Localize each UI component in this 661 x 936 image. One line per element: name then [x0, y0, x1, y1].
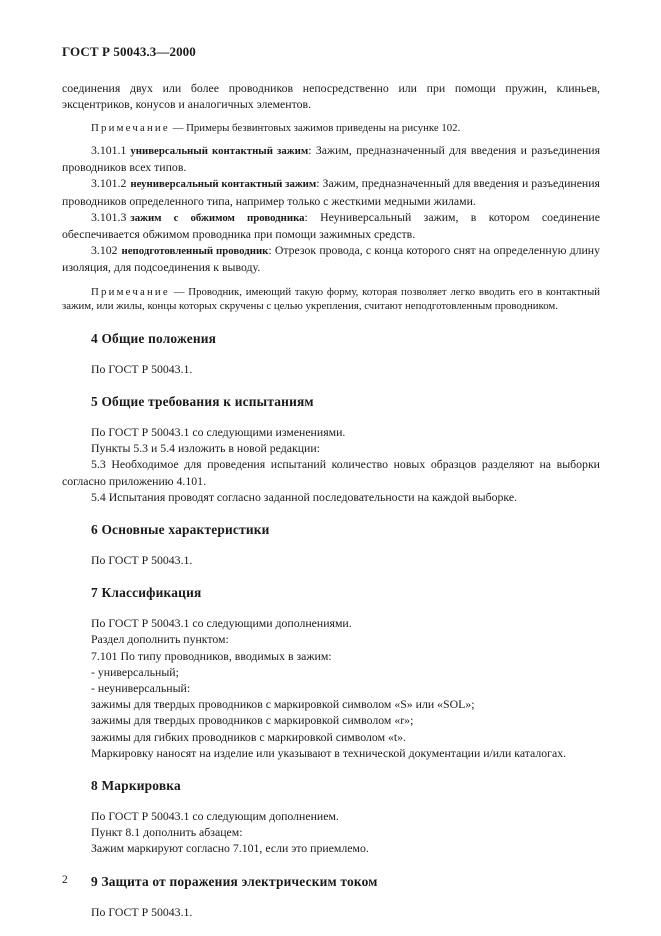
section-7-line: зажимы для твердых проводников с маркировкой символом «r»;	[91, 713, 414, 728]
section-4-title: 4 Общие положения	[91, 330, 217, 346]
section-9-text: По ГОСТ Р 50043.1.	[91, 904, 193, 919]
section-7-list-item: - неуниверсальный:	[91, 681, 191, 696]
definition-text: : Зажим, предназначенный для введения и разъединения проводников всех типов.	[62, 143, 601, 175]
section-5-line: По ГОСТ Р 50043.1 со следующими изменениями.	[91, 425, 346, 440]
page-number: 2	[62, 874, 68, 886]
note-text: — Примеры безвинтовых зажимов приведены на рисунке 102.	[169, 122, 461, 135]
clause-number: 3.101.1	[91, 143, 127, 157]
section-5-line: 5.3 Необходимое для проведения испытаний количество новых образцов разделяют на выборки согласно приложению 4.101.	[62, 457, 600, 488]
definition-3-101-3	[62, 209, 600, 242]
section-6-text: По ГОСТ Р 50043.1.	[91, 553, 193, 568]
note-label: Примечание	[91, 285, 170, 298]
definition-term: универсальный контактный зажим	[130, 145, 309, 157]
note-1	[62, 121, 600, 136]
section-7-title: 7 Классификация	[91, 585, 202, 601]
definition-text: : Зажим, предназначенный для введения и разъединения проводников определенного типа, например только с жесткими медными жилами.	[62, 176, 600, 208]
section-5-title: 5 Общие требования к испытаниям	[91, 394, 314, 410]
section-7-line: Раздел дополнить пунктом:	[91, 632, 229, 647]
clause-number: 3.101.3	[91, 209, 127, 224]
section-5-line: Пункты 5.3 и 5.4 изложить в новой редакции:	[91, 441, 320, 456]
definition-text: : Отрезок провода, с конца которого снят на определенную длину изоляция, для подсоединения к выводу.	[62, 243, 600, 275]
definition-term: неподготовленный проводник	[121, 245, 269, 258]
note-2	[62, 285, 600, 314]
section-9-title: 9 Защита от поражения электрическим током	[91, 873, 378, 889]
note-text: — Проводник, имеющий такую форму, которая позволяет легко вводить его в контактный зажим, или жилы, концы которых скручены с целью укрепления, считают неподготовленным проводником.	[62, 285, 600, 313]
definition-term: зажим с обжимом проводника	[130, 211, 305, 224]
definition-3-102	[62, 242, 600, 275]
section-7-list-item: - универсальный;	[91, 664, 179, 679]
document-header: ГОСТ Р 50043.3—2000	[62, 44, 196, 59]
section-4-text: По ГОСТ Р 50043.1.	[91, 361, 193, 376]
definition-3-101-1	[62, 142, 600, 175]
section-6-title: 6 Основные характеристики	[91, 522, 270, 538]
section-8-line: Пункт 8.1 дополнить абзацем:	[91, 825, 243, 840]
section-7-line: По ГОСТ Р 50043.1 со следующими дополнениями.	[91, 616, 352, 631]
section-7-line: 7.101 По типу проводников, вводимых в зажим:	[91, 648, 332, 663]
definition-3-101-2	[62, 175, 600, 208]
definition-text: : Неуниверсальный зажим, в котором соединение обеспечивается обжимом проводника при помощи зажимных средств.	[62, 209, 600, 242]
section-5-line: 5.4 Испытания проводят согласно заданной последовательности на каждой выборке.	[91, 489, 518, 504]
clause-number: 3.102	[91, 243, 118, 258]
section-8-line: Зажим маркируют согласно 7.101, если это приемлемо.	[91, 841, 369, 856]
page-body	[62, 44, 600, 920]
section-8-line: По ГОСТ Р 50043.1 со следующим дополнением.	[91, 809, 339, 824]
section-8-title: 8 Маркировка	[91, 778, 181, 794]
section-7-line: Маркировку наносят на изделие или указывают в технической документации и/или каталогах.	[91, 745, 567, 760]
section-7-line: зажимы для гибких проводников с маркировкой символом «t».	[91, 729, 407, 744]
paragraph-continuation: соединения двух или более проводников непосредственно или при помощи пружин, клиньев, эксцентриков, конусов и аналогичных элементов.	[62, 81, 600, 112]
definition-term: неуниверсальный контактный зажим	[130, 178, 317, 191]
clause-number: 3.101.2	[91, 176, 127, 191]
note-label: Примечание	[91, 122, 170, 135]
section-7-line: зажимы для твердых проводников с маркировкой символом «S» или «SOL»;	[91, 697, 475, 712]
